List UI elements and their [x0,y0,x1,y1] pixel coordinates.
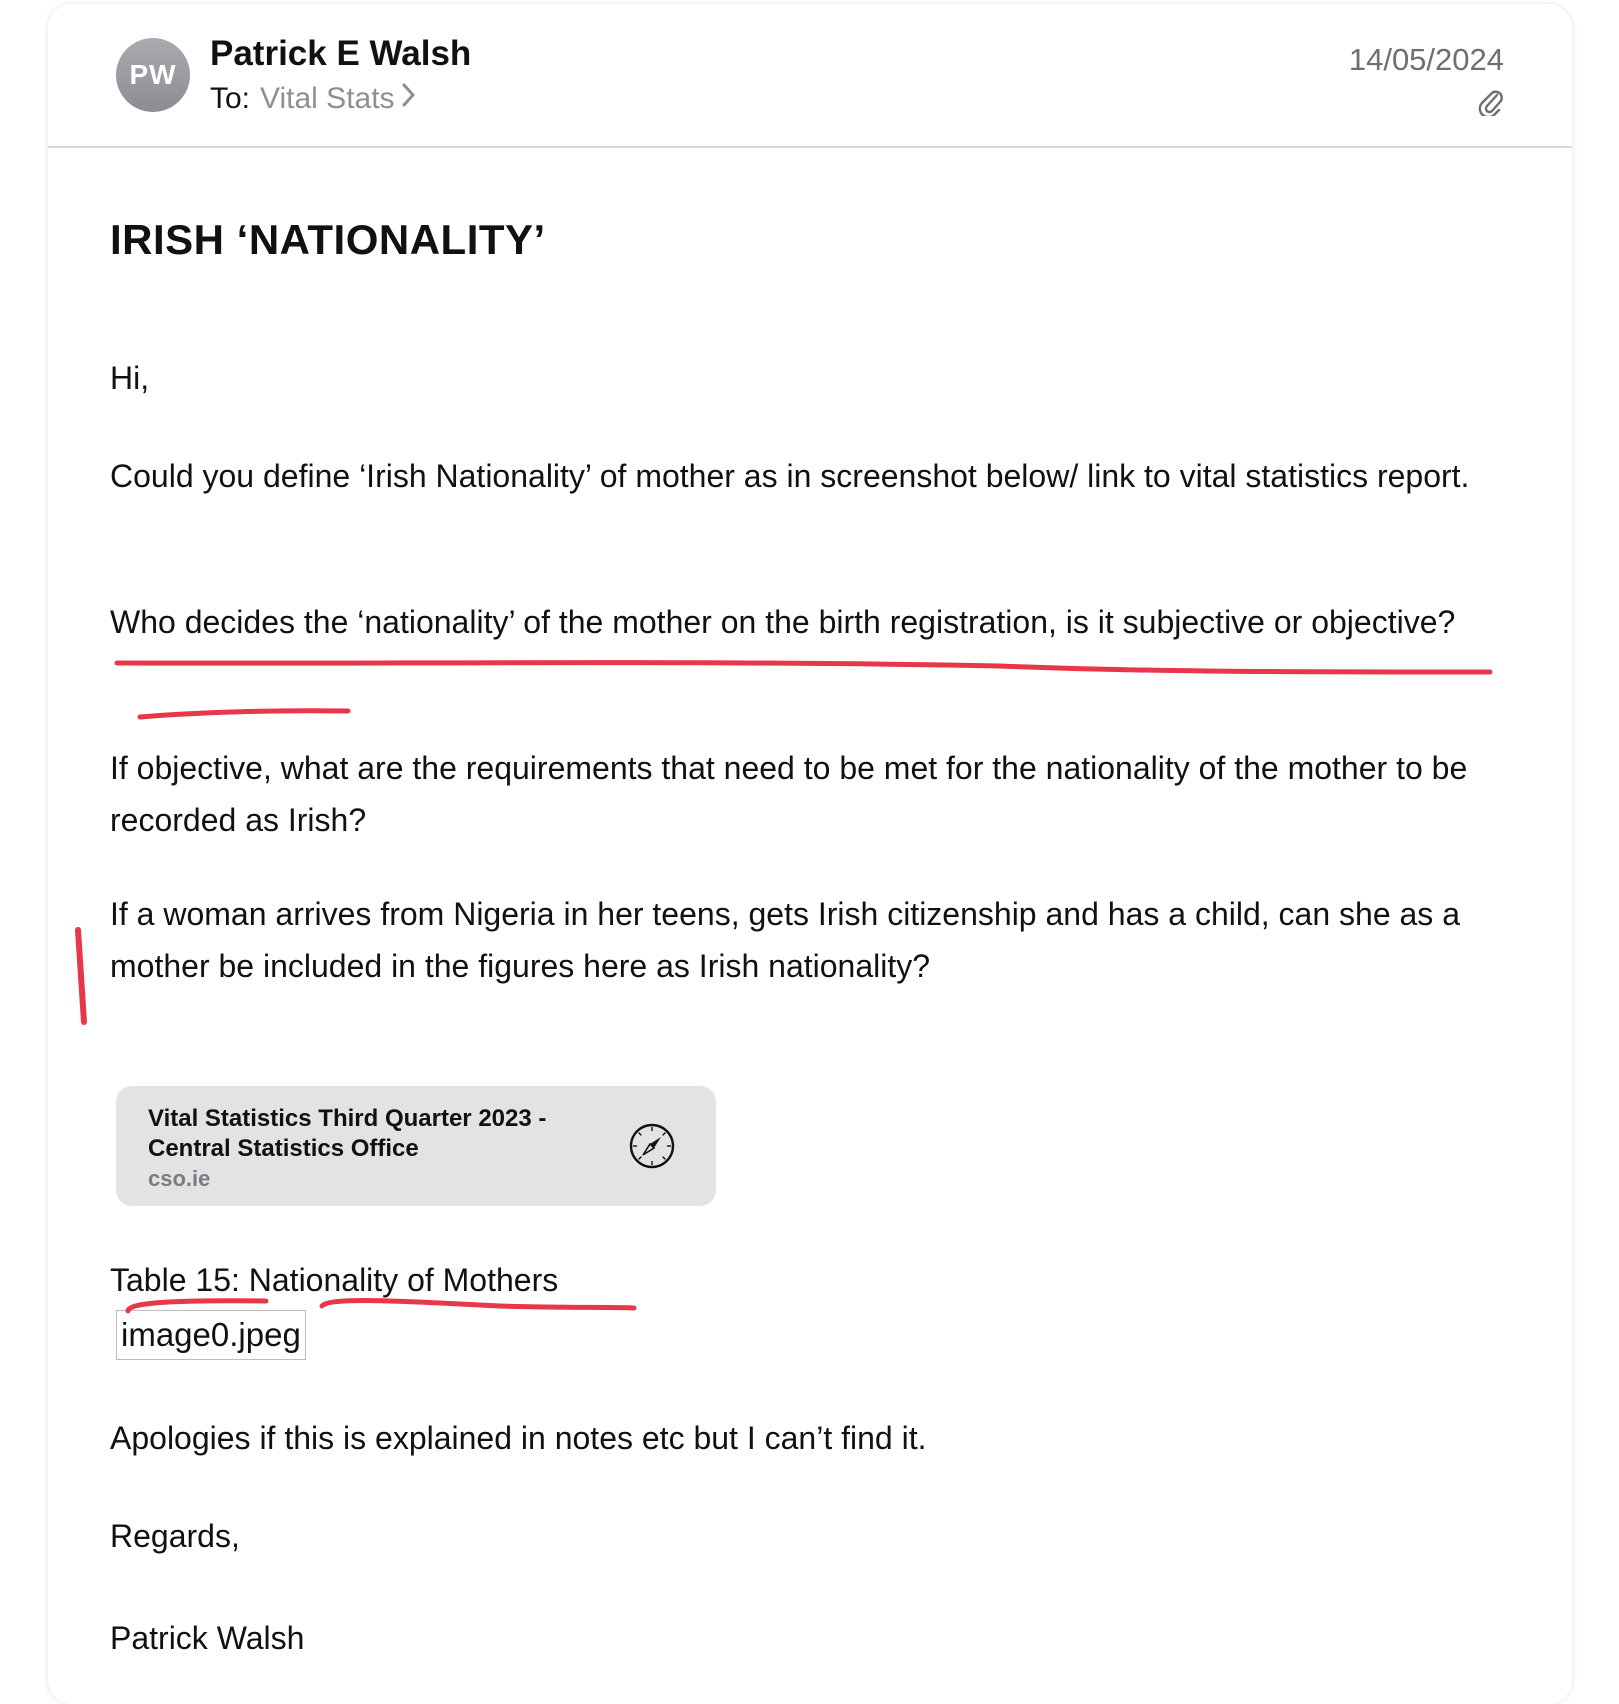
paragraph-4: If a woman arrives from Nigeria in her teens, gets Irish citizenship and has a child, can she as a mother be included in the figures here as Irish nationality? [110,896,1460,984]
chevron-right-icon[interactable] [401,82,417,116]
paragraph-1: Could you define ‘Irish Nationality’ of mother as in screenshot below/ link to vital statistics report. [110,458,1470,494]
paragraph-2: Who decides the ‘nationality’ of the mother on the birth registration, is it subjective or objective? [110,604,1456,640]
email-subject: IRISH ‘NATIONALITY’ [110,216,546,263]
avatar[interactable]: PW [116,38,190,112]
greeting: Hi, [110,360,150,396]
recipient-name[interactable]: Vital Stats [260,82,395,115]
closing: Regards, [110,1518,240,1554]
sender-name[interactable]: Patrick E Walsh [210,34,472,73]
link-preview-title: Vital Statistics Third Quarter 2023 - Central Statistics Office [148,1105,547,1162]
email-header [48,4,1572,148]
to-label: To: [210,82,251,115]
paragraph-5: Apologies if this is explained in notes etc but I can’t find it. [110,1420,927,1456]
table-caption: Table 15: Nationality of Mothers [110,1262,559,1298]
paperclip-icon[interactable] [1478,86,1504,121]
attachment-image0[interactable]: image0.jpeg [116,1310,306,1360]
link-preview-card[interactable] [116,1086,716,1206]
paragraph-3: If objective, what are the requirements that need to be met for the nationality of the mother to be recorded as Irish? [110,750,1468,838]
compass-icon [628,1122,676,1175]
link-preview-domain: cso.ie [148,1166,211,1191]
recipient-line[interactable] [210,82,417,116]
email-date: 14/05/2024 [1348,42,1504,77]
signature: Patrick Walsh [110,1620,305,1656]
